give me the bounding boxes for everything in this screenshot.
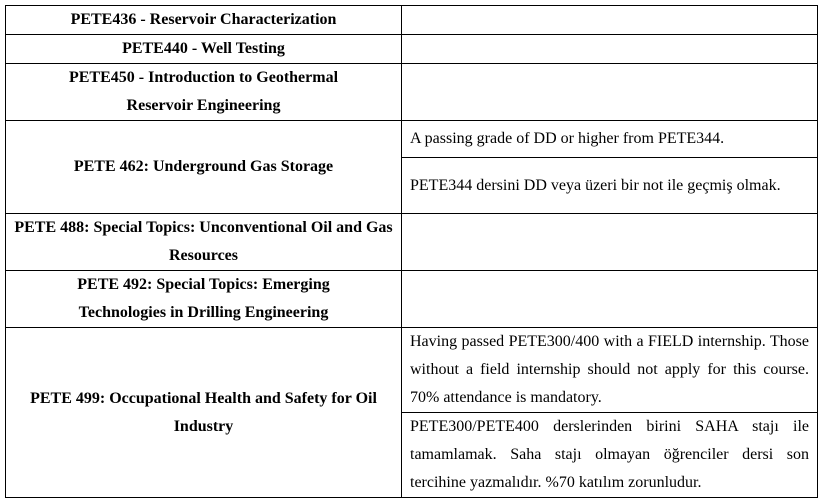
prerequisite-cell-english (402, 328, 818, 413)
prerequisite-cell-turkish (402, 158, 818, 214)
prerequisite-cell-empty (402, 271, 818, 328)
course-name: PETE436 - Reservoir Characterization (70, 11, 337, 28)
prerequisite-cell-turkish (402, 413, 818, 498)
course-name-cell (6, 121, 402, 214)
course-name: PETE 499: Occupational Health and Safety for Oil Industry (30, 389, 377, 435)
prerequisite-cell-empty (402, 214, 818, 271)
table-row (6, 64, 818, 121)
course-name: PETE 462: Underground Gas Storage (73, 158, 334, 175)
table-row (6, 328, 818, 413)
course-name-cell (6, 6, 402, 35)
prerequisite-text: PETE344 dersini DD veya üzeri bir not ile geçmiş olmak. (410, 176, 781, 194)
table-row (6, 121, 818, 158)
course-name: PETE440 - Well Testing (122, 40, 285, 57)
prerequisite-text: Having passed PETE300/400 with a FIELD internship. Those without a field internship should not apply for this course. 70% attendance is mandatory. (410, 333, 809, 406)
course-name-cell (6, 64, 402, 121)
table-row (6, 214, 818, 271)
course-name-cell (6, 214, 402, 271)
prerequisite-text: PETE300/PETE400 derslerinden birini SAHA stajı ile tamamlamak. Saha stajı olmayan öğrenciler dersi son tercihine yazmalıdır. %70 katılım zorunludur. (410, 418, 809, 491)
prerequisite-cell-empty (402, 35, 818, 64)
course-name: PETE450 - Introduction to Geothermal Reservoir Engineering (68, 69, 339, 114)
course-name-cell (6, 35, 402, 64)
course-name-cell (6, 271, 402, 328)
prerequisite-cell-empty (402, 6, 818, 35)
course-name: PETE 488: Special Topics: Unconventional Oil and Gas Resources (14, 219, 393, 264)
prerequisite-cell-empty (402, 64, 818, 121)
course-prerequisite-table (5, 5, 818, 498)
table-row (6, 6, 818, 35)
prerequisite-text: A passing grade of DD or higher from PETE344. (410, 130, 725, 147)
table-row (6, 35, 818, 64)
prerequisite-cell-english (402, 121, 818, 158)
course-name: PETE 492: Special Topics: Emerging Technologies in Drilling Engineering (77, 276, 330, 321)
course-name-cell (6, 328, 402, 498)
table-row (6, 271, 818, 328)
